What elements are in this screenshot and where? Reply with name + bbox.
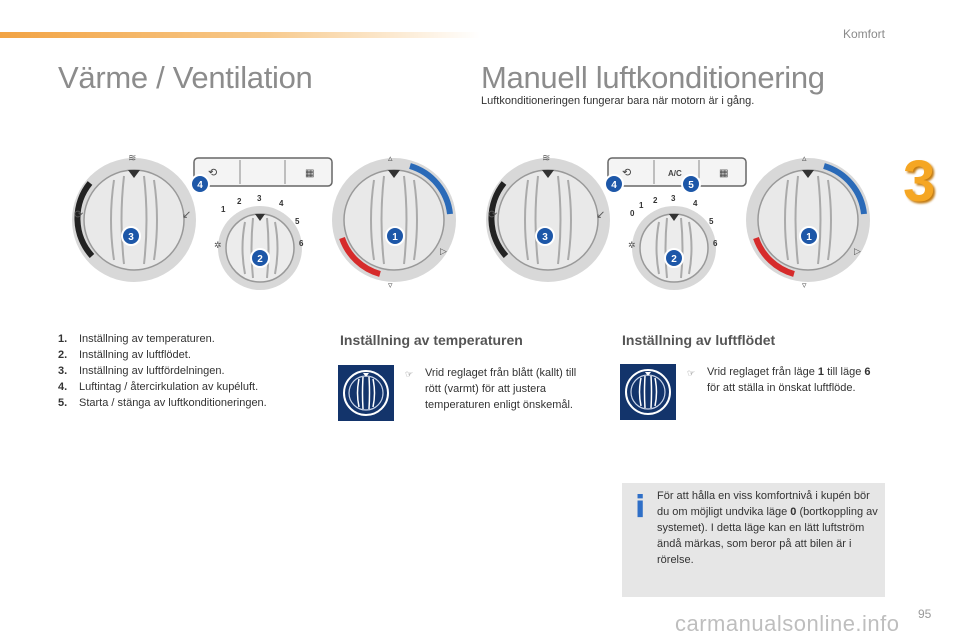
callout-4: [191, 175, 209, 193]
svg-text:✲: ✲: [214, 240, 222, 250]
svg-text:1: 1: [806, 232, 812, 243]
svg-text:↙: ↙: [596, 209, 606, 221]
fan-speed-knob: [214, 194, 304, 290]
temperature-heading: Inställning av temperaturen: [340, 332, 523, 348]
ac-callout-2: [665, 249, 683, 267]
legend-item: 1. Inställning av temperaturen.: [58, 333, 215, 345]
svg-text:4: 4: [279, 199, 284, 208]
svg-text:⟲: ⟲: [622, 167, 632, 179]
air-distribution-knob: [72, 153, 196, 282]
svg-text:▦: ▦: [719, 168, 729, 179]
legend-item: 3. Inställning av luftfördelningen.: [58, 365, 225, 377]
svg-text:▷: ▷: [854, 246, 861, 256]
svg-text:1: 1: [392, 232, 398, 243]
svg-text:3: 3: [128, 232, 134, 243]
svg-text:▦: ▦: [305, 168, 315, 179]
page-title-ac: Manuell luftkonditionering: [481, 60, 825, 95]
recirculation-panel: [194, 158, 332, 186]
svg-text:5: 5: [688, 180, 694, 191]
ac-button-panel: [608, 158, 746, 186]
svg-text:⟳: ⟳: [488, 209, 498, 221]
airflow-knob-thumbnail: [620, 364, 676, 420]
ac-callout-1: [800, 227, 818, 245]
svg-text:⟲: ⟲: [208, 167, 218, 179]
bullet-arrow-icon: ☞: [687, 368, 696, 378]
svg-text:▵: ▵: [388, 153, 393, 163]
svg-text:⟳: ⟳: [74, 209, 84, 221]
ac-subtitle: Luftkonditioneringen fungerar bara när motorn är i gång.: [481, 95, 755, 107]
svg-text:3: 3: [257, 194, 262, 203]
callout-2: [251, 249, 269, 267]
ac-button-label: A/C: [668, 169, 682, 178]
callout-1: [386, 227, 404, 245]
chapter-number: 3: [903, 149, 936, 214]
svg-text:4: 4: [197, 180, 203, 191]
svg-text:✲: ✲: [628, 240, 636, 250]
temperature-knob: [332, 153, 456, 290]
controls-legend: [58, 331, 318, 411]
section-label: Komfort: [842, 27, 885, 41]
airflow-heading: Inställning av luftflödet: [622, 332, 776, 348]
svg-text:2: 2: [237, 197, 242, 206]
svg-text:3: 3: [542, 232, 548, 243]
svg-text:6: 6: [713, 239, 718, 248]
heating-controls-diagram: [70, 150, 470, 290]
ac-air-distribution-knob: [486, 153, 610, 282]
svg-text:▵: ▵: [802, 153, 807, 163]
svg-text:≋: ≋: [542, 153, 551, 164]
info-text: För att hålla en viss komfortnivå i kupén bör du om möjligt undvika läge 0 (bortkoppling av systemet). I detta läge kan en lätt luftström ändå märkas, som beror på att bilen är i rörelse.: [657, 490, 878, 566]
ac-temperature-knob: [746, 153, 870, 290]
temperature-knob-thumbnail: [338, 365, 394, 421]
info-box: [622, 483, 885, 597]
ac-fan-speed-knob: [628, 194, 718, 290]
watermark: carmanualsonline.info: [675, 611, 900, 636]
svg-text:2: 2: [671, 254, 677, 265]
svg-text:6: 6: [299, 239, 304, 248]
page-title-heating: Värme / Ventilation: [58, 60, 313, 95]
svg-text:3: 3: [671, 194, 676, 203]
ac-callout-3: [536, 227, 554, 245]
svg-text:5: 5: [709, 217, 714, 226]
bullet-arrow-icon: ☞: [405, 369, 414, 379]
airflow-instruction: ☞ Vrid reglaget från läge 1 till läge 6 för att ställa in önskat luftflöde.: [687, 366, 871, 394]
svg-text:▿: ▿: [802, 280, 807, 290]
svg-text:▿: ▿: [388, 280, 393, 290]
ac-callout-5: [682, 175, 700, 193]
svg-text:1: 1: [221, 205, 226, 214]
page-number: 95: [918, 607, 932, 621]
legend-item: 4. Luftintag / återcirkulation av kupéluft.: [58, 381, 259, 393]
ac-callout-4: [605, 175, 623, 193]
legend-item: 5. Starta / stänga av luftkonditioneringen.: [58, 397, 267, 409]
svg-text:2: 2: [653, 196, 658, 205]
info-icon: i: [635, 490, 646, 525]
ac-controls-diagram: [484, 150, 884, 290]
svg-text:4: 4: [611, 180, 617, 191]
svg-text:1: 1: [639, 201, 644, 210]
svg-text:0: 0: [630, 209, 635, 218]
header-accent-bar: [0, 32, 480, 38]
svg-text:2: 2: [257, 254, 263, 265]
legend-item: 2. Inställning av luftflödet.: [58, 349, 191, 361]
svg-text:↙: ↙: [182, 209, 192, 221]
svg-text:≋: ≋: [128, 153, 137, 164]
svg-text:▷: ▷: [440, 246, 447, 256]
temperature-instruction: ☞ Vrid reglaget från blått (kallt) till rött (varmt) för att justera temperaturen enligt önskemål.: [405, 367, 577, 411]
callout-3: [122, 227, 140, 245]
svg-text:5: 5: [295, 217, 300, 226]
svg-text:4: 4: [693, 199, 698, 208]
